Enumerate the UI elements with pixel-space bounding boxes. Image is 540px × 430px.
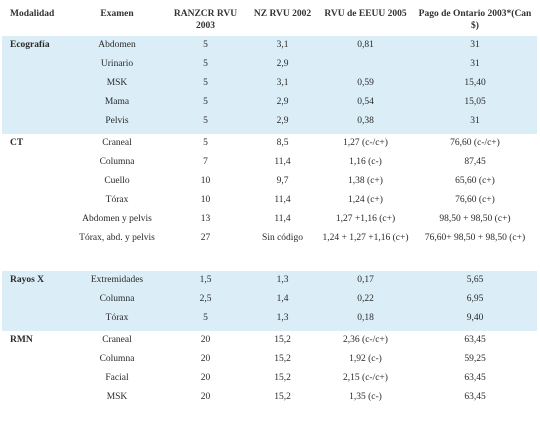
ontario-cell: 65,60 (c+) xyxy=(455,176,495,186)
ontario-cell: 15,40 xyxy=(413,74,537,93)
spacer-cell xyxy=(2,261,537,271)
eeuu-cell: 0,59 xyxy=(318,74,413,93)
ranzcr-cell: 5 xyxy=(164,74,247,93)
exam-cell: Extremidades xyxy=(70,271,164,290)
nz-cell: 11,4 xyxy=(274,195,291,205)
nz-cell: 1,4 xyxy=(247,290,318,309)
ranzcr-cell: 5 xyxy=(164,309,247,331)
header-eeuu: RVU de EEUU 2005 xyxy=(324,9,407,19)
modality-cell xyxy=(2,309,70,331)
header-examen: Examen xyxy=(100,9,134,19)
eeuu-cell: 0,17 xyxy=(318,271,413,290)
nz-cell: Sin código xyxy=(262,233,303,243)
ontario-cell: 6,95 xyxy=(413,290,537,309)
ontario-cell: 9,40 xyxy=(413,309,537,331)
ontario-cell: 76,60 (c+) xyxy=(455,195,495,205)
ranzcr-cell: 2,5 xyxy=(164,290,247,309)
rvu-comparison-table xyxy=(2,8,537,410)
ontario-cell: 63,45 xyxy=(464,335,486,345)
ranzcr-cell: 27 xyxy=(200,233,211,243)
exam-cell: Tórax xyxy=(105,195,129,205)
ontario-cell: 59,25 xyxy=(464,354,486,364)
table-row xyxy=(2,153,537,172)
ontario-cell: 63,45 xyxy=(464,392,486,402)
exam-cell: Tórax xyxy=(70,309,164,331)
modality-cell xyxy=(2,112,70,134)
table-body xyxy=(2,36,537,410)
exam-cell: Columna xyxy=(70,290,164,309)
table-row xyxy=(2,350,537,369)
exam-cell: Pelvis xyxy=(70,112,164,134)
ranzcr-cell: 5 xyxy=(164,112,247,134)
eeuu-cell: 1,35 (c-) xyxy=(349,392,382,402)
table-row xyxy=(2,388,537,410)
nz-cell: 15,2 xyxy=(274,392,291,402)
table-row xyxy=(2,331,537,350)
modality-cell: Ecografía xyxy=(2,36,70,55)
exam-cell: Urinario xyxy=(70,55,164,74)
eeuu-cell: 2,36 (c-/c+) xyxy=(343,335,388,345)
ranzcr-cell: 20 xyxy=(200,354,211,364)
header-ranzcr: RANZCR RVU 2003 xyxy=(173,9,238,31)
nz-cell: 3,1 xyxy=(247,74,318,93)
ontario-cell: 63,45 xyxy=(464,373,486,383)
modality-cell xyxy=(2,388,70,410)
exam-cell: Cuello xyxy=(104,176,130,186)
exam-cell: Facial xyxy=(105,373,129,383)
modality-cell: Rayos X xyxy=(2,271,70,290)
modality-cell xyxy=(2,55,70,74)
modality-cell xyxy=(2,210,70,229)
modality-cell xyxy=(2,93,70,112)
ontario-cell: 87,45 xyxy=(464,157,486,167)
ranzcr-cell: 5 xyxy=(164,93,247,112)
ontario-cell: 76,60 (c-/c+) xyxy=(450,138,500,148)
ontario-cell: 98,50 + 98,50 (c+) xyxy=(439,214,511,224)
exam-cell: Craneal xyxy=(102,138,132,148)
table-row xyxy=(2,134,537,153)
exam-cell: Abdomen xyxy=(70,36,164,55)
ontario-cell: 31 xyxy=(413,36,537,55)
exam-cell: Abdomen y pelvis xyxy=(82,214,152,224)
nz-cell: 15,2 xyxy=(274,373,291,383)
table-row xyxy=(2,271,537,290)
nz-cell: 15,2 xyxy=(274,335,291,345)
exam-cell: Columna xyxy=(99,157,135,167)
ranzcr-cell: 20 xyxy=(200,392,211,402)
table-row xyxy=(2,290,537,309)
exam-cell: Columna xyxy=(99,354,135,364)
nz-cell: 11,4 xyxy=(274,157,291,167)
modality-cell: RMN xyxy=(10,335,33,345)
eeuu-cell: 1,27 (c-/c+) xyxy=(343,138,388,148)
table-row xyxy=(2,309,537,331)
table-row xyxy=(2,191,537,210)
nz-cell: 2,9 xyxy=(247,112,318,134)
modality-cell xyxy=(2,153,70,172)
ontario-cell: 15,05 xyxy=(413,93,537,112)
nz-cell: 11,4 xyxy=(274,214,291,224)
table-row xyxy=(2,369,537,388)
exam-cell: MSK xyxy=(70,74,164,93)
ranzcr-cell: 10 xyxy=(200,176,211,186)
eeuu-cell: 2,15 (c-/c+) xyxy=(343,373,388,383)
eeuu-cell: 0,54 xyxy=(318,93,413,112)
exam-cell: Mama xyxy=(70,93,164,112)
group-spacer xyxy=(2,261,537,271)
ranzcr-cell: 13 xyxy=(200,214,211,224)
modality-cell xyxy=(2,74,70,93)
ontario-cell: 31 xyxy=(413,112,537,134)
table-row xyxy=(2,112,537,134)
table-row xyxy=(2,74,537,93)
table-row xyxy=(2,93,537,112)
nz-cell: 8,5 xyxy=(276,138,289,148)
table-row xyxy=(2,55,537,74)
modality-cell xyxy=(2,172,70,191)
ranzcr-cell: 20 xyxy=(200,373,211,383)
exam-cell: Craneal xyxy=(102,335,132,345)
ranzcr-cell: 10 xyxy=(200,195,211,205)
nz-cell: 1,3 xyxy=(247,309,318,331)
eeuu-cell: 0,22 xyxy=(318,290,413,309)
table-row xyxy=(2,36,537,55)
eeuu-cell: 1,38 (c+) xyxy=(348,176,383,186)
eeuu-cell: 1,24 (c+) xyxy=(348,195,383,205)
header-ontario: Pago de Ontario 2003*(Can $) xyxy=(418,9,532,31)
nz-cell: 2,9 xyxy=(247,55,318,74)
eeuu-cell xyxy=(318,55,413,74)
table-row xyxy=(2,210,537,229)
ontario-cell: 76,60+ 98,50 + 98,50 (c+) xyxy=(424,233,526,243)
nz-cell: 9,7 xyxy=(276,176,289,186)
nz-cell: 15,2 xyxy=(274,354,291,364)
ranzcr-cell: 20 xyxy=(200,335,211,345)
eeuu-cell: 1,16 (c-) xyxy=(349,157,382,167)
header-modalidad: Modalidad xyxy=(10,9,55,19)
header-nz: NZ RVU 2002 xyxy=(253,9,312,19)
eeuu-cell: 0,18 xyxy=(318,309,413,331)
table-row xyxy=(2,172,537,191)
table-row xyxy=(2,229,537,261)
ranzcr-cell: 7 xyxy=(203,157,208,167)
eeuu-cell: 1,92 (c-) xyxy=(349,354,382,364)
modality-cell xyxy=(2,369,70,388)
modality-cell xyxy=(2,350,70,369)
exam-cell: MSK xyxy=(106,392,128,402)
header-row xyxy=(2,8,537,36)
ranzcr-cell: 5 xyxy=(203,138,208,148)
ontario-cell: 5,65 xyxy=(413,271,537,290)
nz-cell: 3,1 xyxy=(247,36,318,55)
ranzcr-cell: 5 xyxy=(164,55,247,74)
modality-cell xyxy=(2,229,70,261)
ontario-cell: 31 xyxy=(413,55,537,74)
eeuu-cell: 0,38 xyxy=(318,112,413,134)
nz-cell: 2,9 xyxy=(247,93,318,112)
eeuu-cell: 0,81 xyxy=(318,36,413,55)
nz-cell: 1,3 xyxy=(247,271,318,290)
modality-cell xyxy=(2,191,70,210)
modality-cell xyxy=(2,290,70,309)
ranzcr-cell: 5 xyxy=(164,36,247,55)
modality-cell: CT xyxy=(10,138,24,148)
eeuu-cell: 1,27 +1,16 (c+) xyxy=(335,214,396,224)
eeuu-cell: 1,24 + 1,27 +1,16 (c+) xyxy=(322,233,409,243)
exam-cell: Tórax, abd. y pelvis xyxy=(79,233,155,243)
table-header xyxy=(2,8,537,36)
ranzcr-cell: 1,5 xyxy=(164,271,247,290)
